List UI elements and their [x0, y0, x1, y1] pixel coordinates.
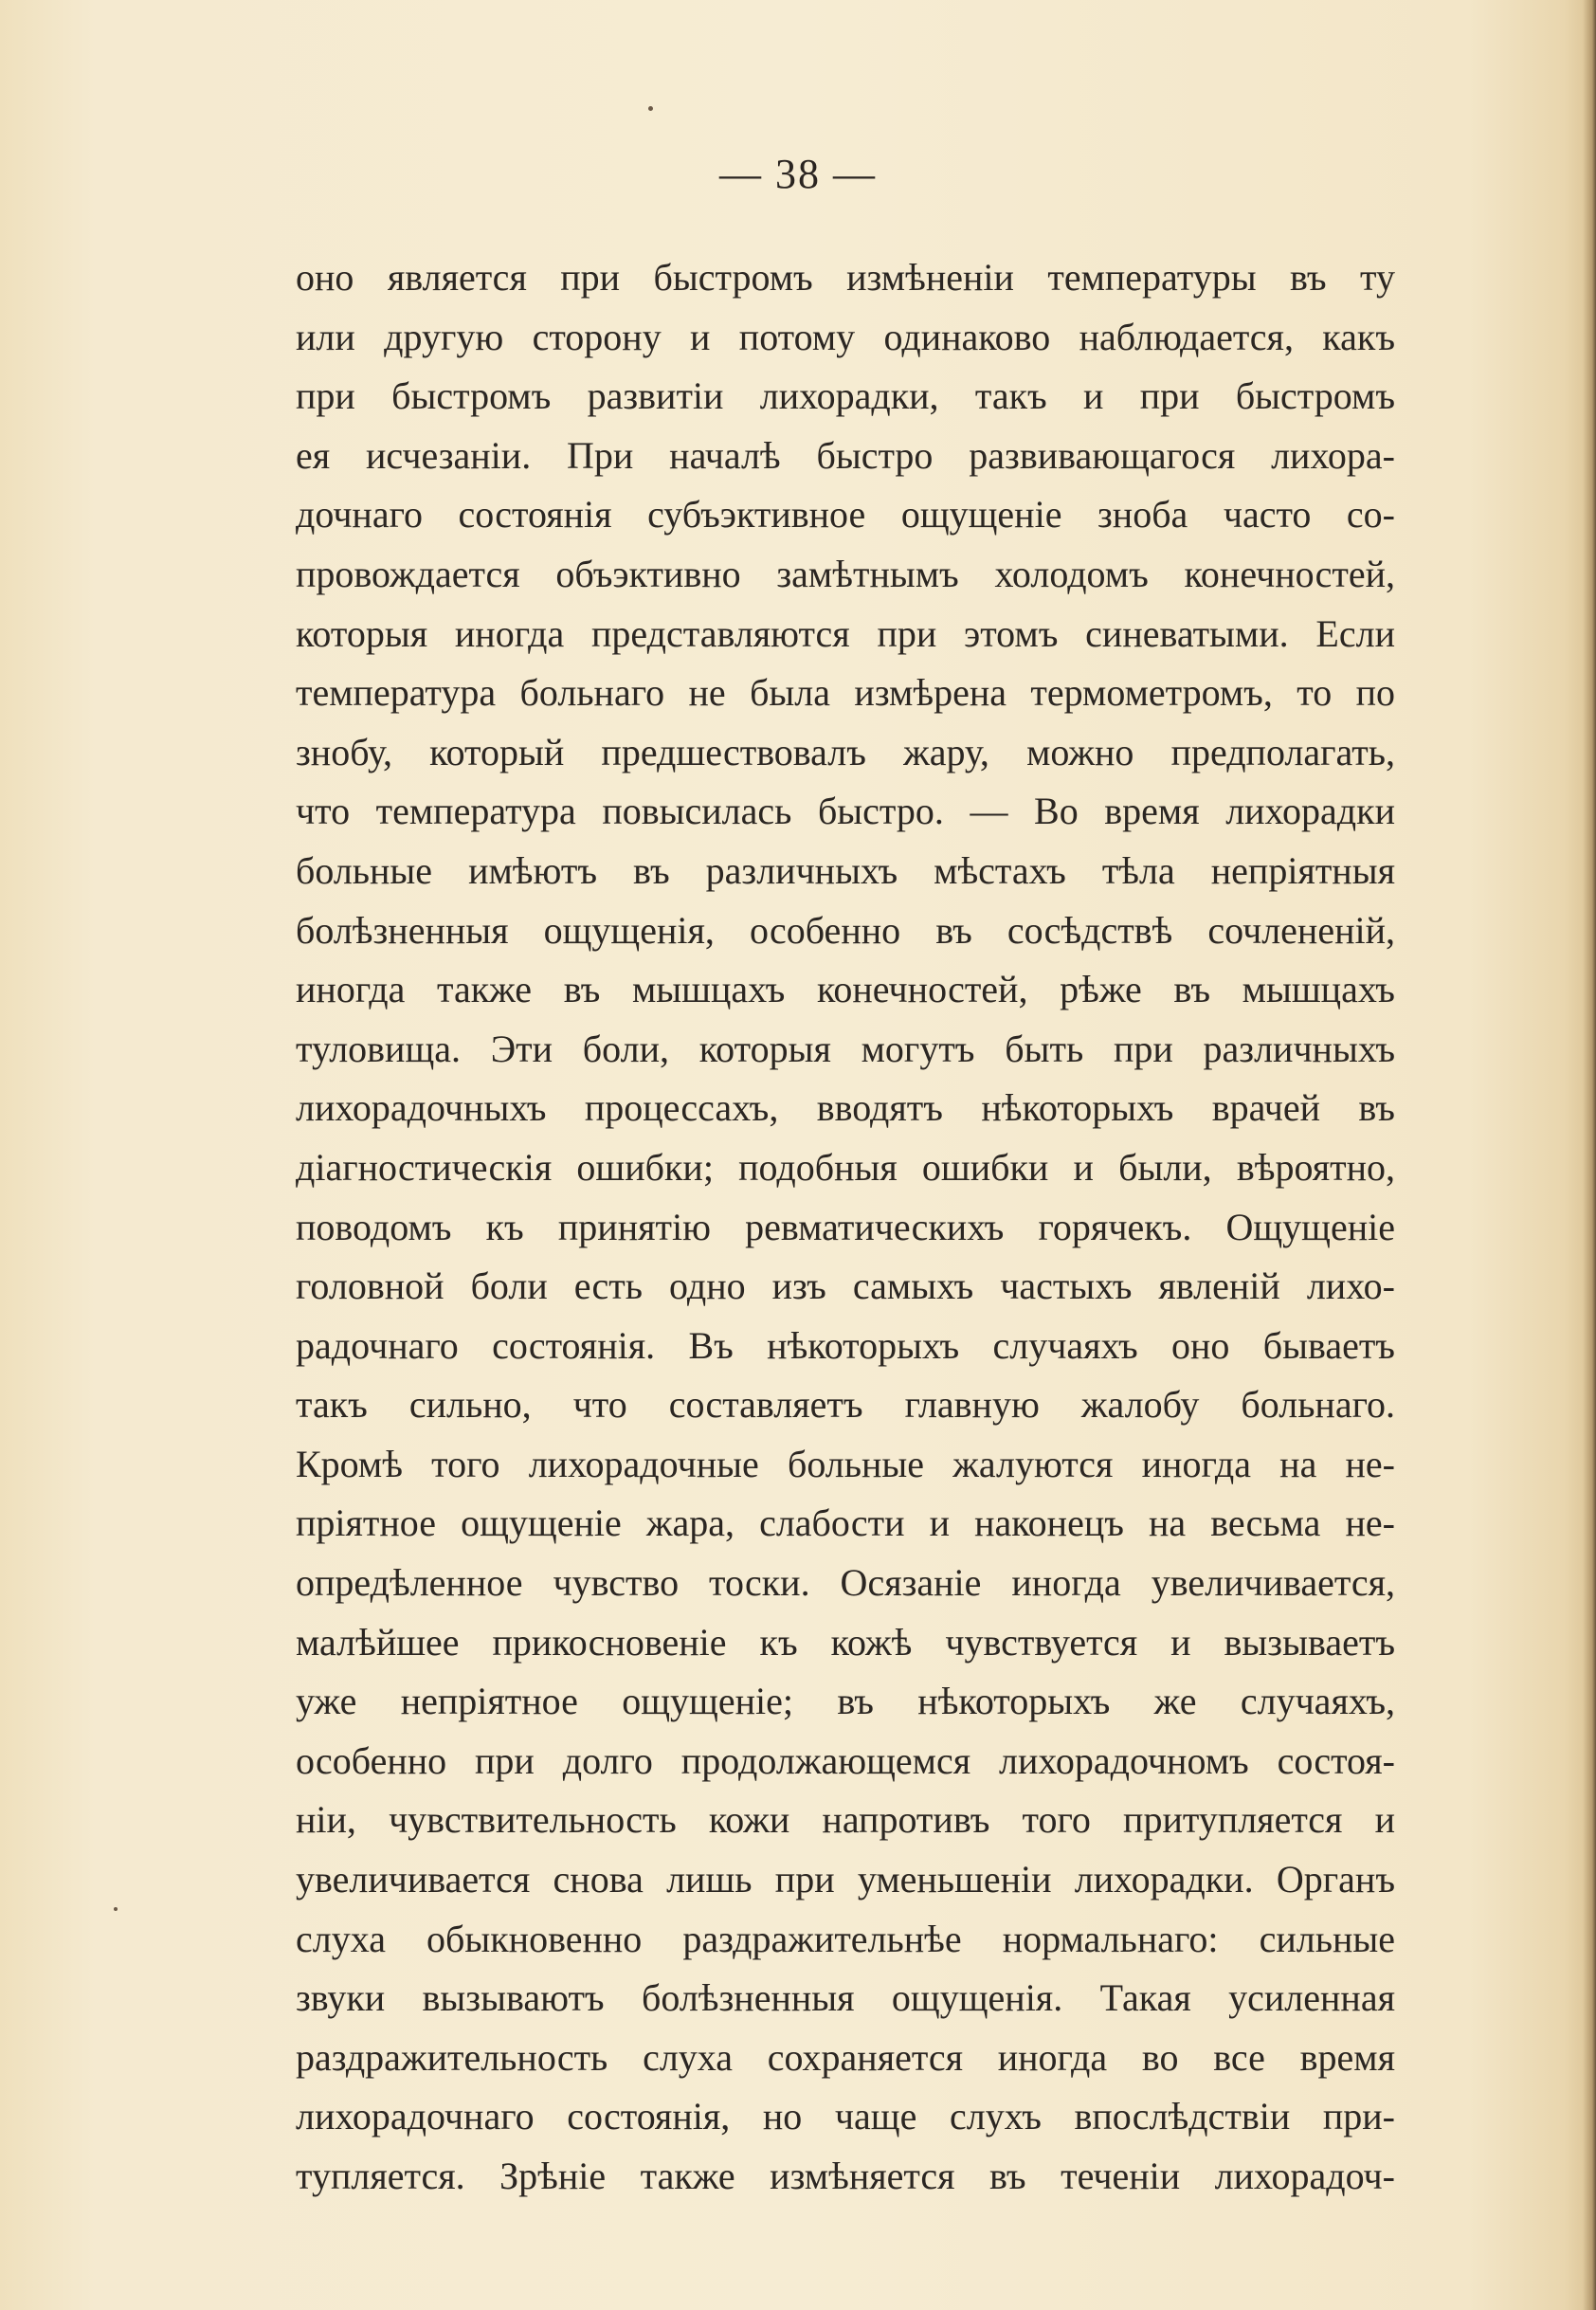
text-line: опредѣленное чувство тоски. Осязаніе иногда увеличивается,	[296, 1561, 1395, 1605]
text-line: слуха обыкновенно раздражительнѣе нормальнаго: сильные	[296, 1917, 1395, 1960]
text-line: пріятное ощущеніе жара, слабости и наконецъ на весьма не-	[296, 1501, 1395, 1545]
text-line: поводомъ къ принятію ревматическихъ горячекъ. Ощущеніе	[296, 1205, 1395, 1248]
text-line: ніи, чувствительность кожи напротивъ того притупляется и	[296, 1798, 1395, 1842]
text-line: иногда также въ мышцахъ конечностей, рѣже въ мышцахъ	[296, 968, 1395, 1011]
text-line: лихорадочныхъ процессахъ, вводятъ нѣкоторыхъ врачей въ	[296, 1086, 1395, 1130]
text-line: увеличивается снова лишь при уменьшеніи лихорадки. Органъ	[296, 1858, 1395, 1901]
text-line: болѣзненныя ощущенія, особенно въ сосѣдствѣ сочлененій,	[296, 908, 1395, 952]
text-line: знобу, который предшествовалъ жару, можно предполагать,	[296, 730, 1395, 773]
text-line: при быстромъ развитіи лихорадки, такъ и при быстромъ	[296, 374, 1395, 418]
text-line: Кромѣ того лихорадочные больные жалуются иногда на не-	[296, 1442, 1395, 1485]
text-line: уже непріятное ощущеніе; въ нѣкоторыхъ же случаяхъ,	[296, 1680, 1395, 1723]
text-line: больные имѣютъ въ различныхъ мѣстахъ тѣла непріятныя	[296, 848, 1395, 892]
text-line: звуки вызываютъ болѣзненныя ощущенія. Такая усиленная	[296, 1976, 1395, 2020]
page-edge-shadow	[1583, 0, 1596, 2310]
text-line: раздражительность слуха сохраняется иногда во все время	[296, 2035, 1395, 2079]
text-line: діагностическія ошибки; подобныя ошибки и были, вѣроятно,	[296, 1145, 1395, 1189]
text-line: головной боли есть одно изъ самыхъ частыхъ явленій лихо-	[296, 1264, 1395, 1308]
ink-speck	[648, 106, 653, 111]
text-line: туловища. Эти боли, которыя могутъ быть при различныхъ	[296, 1027, 1395, 1070]
page-number: — 38 —	[719, 151, 877, 197]
text-line: что температура повысилась быстро. — Во время лихорадки	[296, 790, 1395, 833]
ink-speck	[114, 1907, 118, 1911]
text-line: малѣйшее прикосновеніе къ кожѣ чувствуется и вызываетъ	[296, 1620, 1395, 1664]
text-line: такъ сильно, что составляетъ главную жалобу больнаго.	[296, 1383, 1395, 1427]
text-line: температура больнаго не была измѣрена термометромъ, то по	[296, 671, 1395, 715]
text-line: оно является при быстромъ измѣненіи температуры въ ту	[296, 256, 1395, 299]
text-line: которыя иногда представляются при этомъ синеватыми. Если	[296, 611, 1395, 655]
text-line: дочнаго состоянія субъэктивное ощущеніе зноба часто со-	[296, 493, 1395, 537]
text-line: ея исчезаніи. При началѣ быстро развивающагося лихора-	[296, 433, 1395, 477]
text-line: особенно при долго продолжающемся лихорадочномъ состоя-	[296, 1738, 1395, 1782]
text-line: тупляется. Зрѣніе также измѣняется въ теченіи лихорадоч-	[296, 2155, 1395, 2197]
body-text	[296, 248, 1395, 2207]
text-line: или другую сторону и потому одинаково наблюдается, какъ	[296, 315, 1395, 358]
text-line: лихорадочнаго состоянія, но чаще слухъ впослѣдствіи при-	[296, 2095, 1395, 2138]
text-line: провождается объэктивно замѣтнымъ холодомъ конечностей,	[296, 552, 1395, 595]
text-line: радочнаго состоянія. Въ нѣкоторыхъ случаяхъ оно бываетъ	[296, 1323, 1395, 1367]
